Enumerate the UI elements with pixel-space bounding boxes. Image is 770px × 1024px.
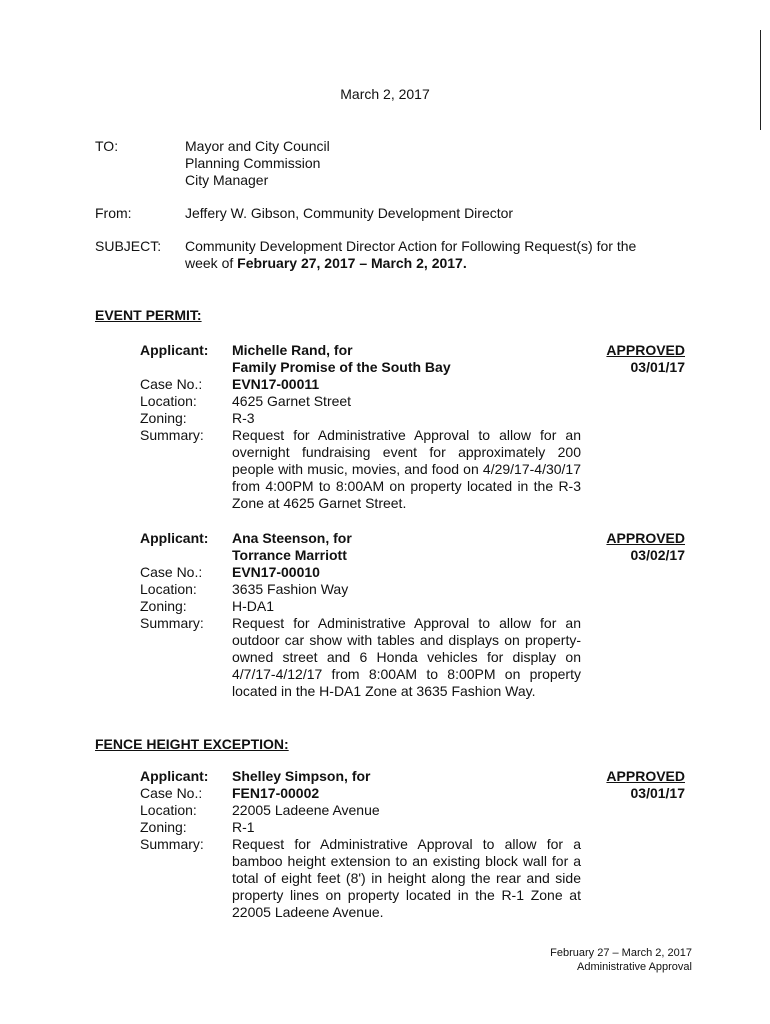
- location: 3635 Fashion Way: [232, 581, 349, 597]
- location-label: Location:: [140, 802, 197, 818]
- zoning: R-1: [232, 819, 255, 835]
- summary-label: Summary:: [140, 615, 204, 631]
- section-title-event-permit: EVENT PERMIT:: [95, 307, 202, 323]
- applicant-org: Family Promise of the South Bay: [232, 359, 451, 375]
- recipient: Planning Commission: [185, 155, 321, 171]
- page-edge-line: [760, 30, 761, 130]
- case-no: EVN17-00011: [232, 376, 320, 392]
- permit-entry: [140, 530, 685, 700]
- zoning-label: Zoning:: [140, 819, 187, 835]
- case-no-label: Case No.:: [140, 564, 203, 580]
- subject-week-prefix: week of: [185, 255, 238, 271]
- applicant-name: Ana Steenson, for: [232, 530, 352, 546]
- section-title-fence-height-exception: FENCE HEIGHT EXCEPTION:: [95, 736, 289, 752]
- status-block: [606, 342, 685, 376]
- applicant-name: Shelley Simpson, for: [232, 768, 371, 784]
- summary-label: Summary:: [140, 836, 204, 852]
- applicant-name: Michelle Rand, for: [232, 342, 353, 358]
- case-no-label: Case No.:: [140, 785, 203, 801]
- applicant-org: Torrance Marriott: [232, 547, 347, 563]
- status-block: [606, 768, 685, 802]
- subject-line-2: [185, 255, 685, 272]
- to-recipients: [185, 138, 685, 189]
- location: 4625 Garnet Street: [232, 393, 352, 409]
- zoning-label: Zoning:: [140, 410, 187, 426]
- location-label: Location:: [140, 581, 197, 597]
- summary-text: Request for Administrative Approval to allow for a bamboo height extension to an existing block wall for a total of eight feet (8') in height along the rear and side property lines on property located in the R-1 Zone at 22005 Ladeene Avenue.: [232, 836, 581, 920]
- permit-entry: [140, 768, 685, 921]
- zoning: R-3: [232, 410, 255, 426]
- summary-text: Request for Administrative Approval to allow for an overnight fundraising event for approximately 200 people with music, movies, and food on 4/29/17-4/30/17 from 4:00PM to 8:00AM on property located in the R-3 Zone at 4625 Garnet Street.: [232, 427, 581, 511]
- status-approved: APPROVED: [606, 768, 685, 784]
- page-footer: [550, 946, 692, 974]
- applicant-label: Applicant:: [140, 530, 209, 546]
- location: 22005 Ladeene Avenue: [232, 802, 380, 818]
- from-value: Jeffery W. Gibson, Community Development Director: [185, 205, 514, 221]
- footer-doc-type: Administrative Approval: [577, 961, 692, 973]
- status-date: 03/02/17: [630, 547, 685, 563]
- applicant-label: Applicant:: [140, 768, 209, 784]
- case-no-label: Case No.:: [140, 376, 203, 392]
- status-date: 03/01/17: [630, 785, 685, 801]
- to-label: TO:: [95, 138, 119, 154]
- permit-entry: [140, 342, 685, 512]
- memo-date: March 2, 2017: [340, 86, 430, 102]
- status-block: [606, 530, 685, 564]
- summary-label: Summary:: [140, 427, 204, 443]
- zoning: H-DA1: [232, 598, 275, 614]
- applicant-label: Applicant:: [140, 342, 209, 358]
- status-date: 03/01/17: [630, 359, 685, 375]
- zoning-label: Zoning:: [140, 598, 187, 614]
- footer-date-range: February 27 – March 2, 2017: [550, 947, 692, 959]
- status-approved: APPROVED: [606, 530, 685, 546]
- case-no: EVN17-00010: [232, 564, 320, 580]
- subject-line-1: Community Development Director Action for Following Request(s) for the: [185, 238, 637, 254]
- location-label: Location:: [140, 393, 197, 409]
- recipient: Mayor and City Council: [185, 138, 330, 154]
- recipient: City Manager: [185, 172, 269, 188]
- summary-text: Request for Administrative Approval to allow for an outdoor car show with tables and displays on property-owned street and 6 Honda vehicles for display on 4/7/17-4/12/17 from 8:00AM to 8:00PM on property located in the H-DA1 Zone at 3635 Fashion Way.: [232, 615, 581, 699]
- status-approved: APPROVED: [606, 342, 685, 358]
- from-label: From:: [95, 205, 132, 221]
- case-no: FEN17-00002: [232, 785, 320, 801]
- subject-label: SUBJECT:: [95, 238, 162, 254]
- subject-week-range: February 27, 2017 – March 2, 2017.: [237, 255, 467, 271]
